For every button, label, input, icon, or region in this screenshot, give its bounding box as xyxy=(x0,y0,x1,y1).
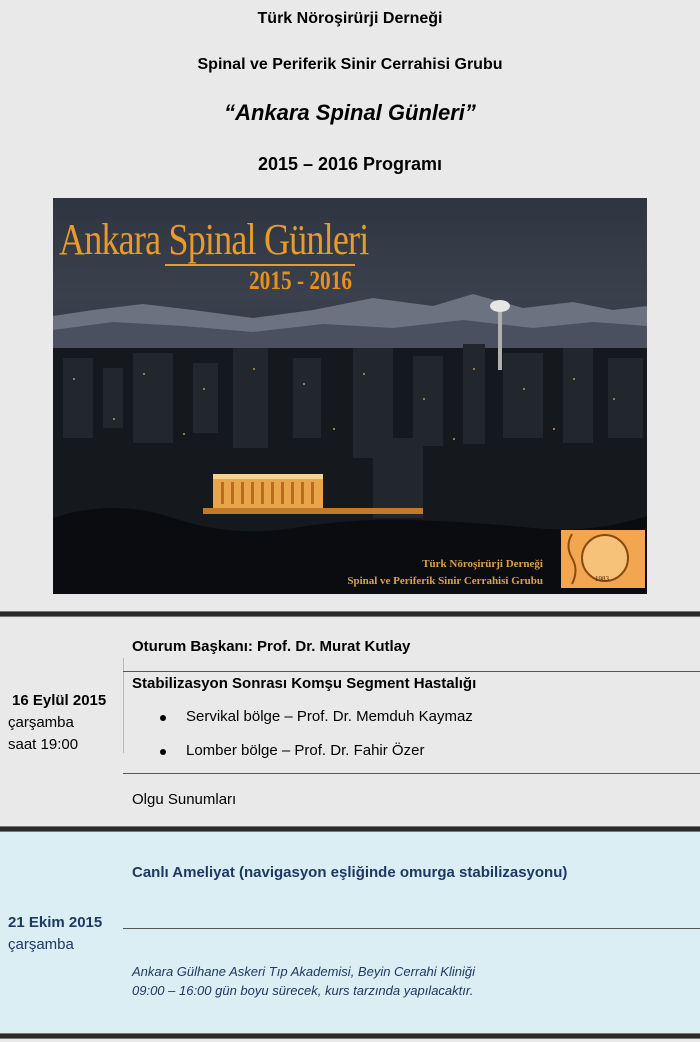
divider xyxy=(0,1033,700,1039)
program-year: 2015 – 2016 Programı xyxy=(257,154,443,174)
row-divider xyxy=(123,928,700,929)
banner-org-line: Türk Nöroşirürji Derneği xyxy=(422,558,543,570)
session-21-ekim xyxy=(0,832,700,1032)
session-day: çarşamba xyxy=(8,714,74,731)
bullet-icon xyxy=(160,715,166,721)
banner-group-line: Spinal ve Periferik Sinir Cerrahisi Grubu xyxy=(347,575,543,587)
banner-years: 2015 - 2016 xyxy=(249,266,353,295)
row-divider xyxy=(123,773,700,774)
column-divider xyxy=(123,658,124,753)
group-name: Spinal ve Periferik Sinir Cerrahisi Grubu xyxy=(197,56,503,73)
session-note: 09:00 – 16:00 gün boyu sürecek, kurs tarzında yapılacaktır. xyxy=(132,983,474,998)
event-title: “Ankara Spinal Günleri” xyxy=(224,100,476,125)
row-divider xyxy=(123,671,700,672)
session-date: 16 Eylül 2015 xyxy=(12,692,107,709)
association-logo xyxy=(561,530,645,588)
session-chair: Oturum Başkanı: Prof. Dr. Murat Kutlay xyxy=(132,638,411,655)
session-title: Canlı Ameliyat (navigasyon eşliğinde omurga stabilizasyonu) xyxy=(132,864,568,881)
session-footer: Olgu Sunumları xyxy=(132,791,237,808)
session-time: saat 19:00 xyxy=(8,736,79,753)
session-topic: Stabilizasyon Sonrası Komşu Segment Hastalığı xyxy=(132,675,477,692)
logo-year: 1983 xyxy=(595,575,609,583)
divider xyxy=(0,611,700,617)
session-location: Ankara Gülhane Askeri Tıp Akademisi, Beyin Cerrahi Kliniği xyxy=(132,964,475,979)
bullet-icon xyxy=(160,749,166,755)
list-item: Servikal bölge – Prof. Dr. Memduh Kaymaz xyxy=(186,708,473,725)
session-16-eylul xyxy=(0,618,700,826)
session-date: 21 Ekim 2015 xyxy=(8,914,103,931)
session-day: çarşamba xyxy=(8,936,74,953)
spine-logo-icon xyxy=(563,530,581,588)
list-item: Lomber bölge – Prof. Dr. Fahir Özer xyxy=(186,742,425,759)
banner-title: Ankara Spinal Günleri xyxy=(59,215,369,264)
banner-image xyxy=(53,198,647,594)
org-name: Türk Nöroşirürji Derneği xyxy=(257,10,443,27)
